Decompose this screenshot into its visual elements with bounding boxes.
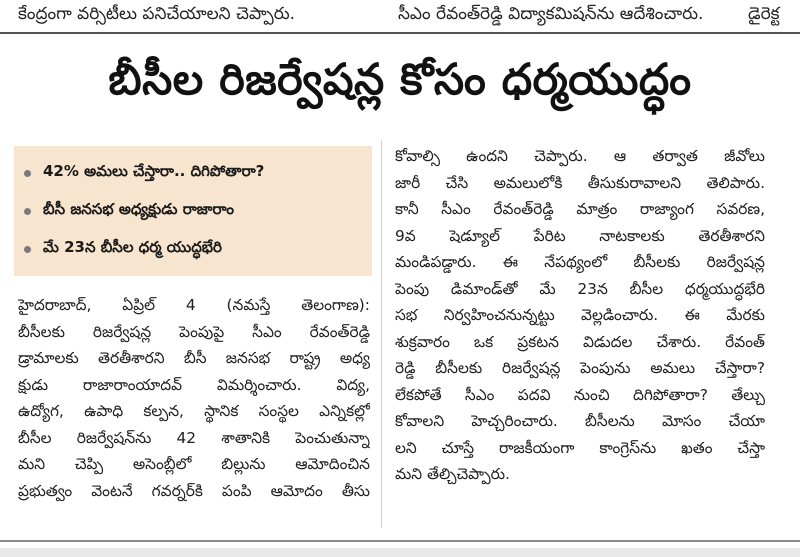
highlight-text: మే 23న బీసీల ధర్మ యుద్ధభేరి [43, 238, 222, 256]
body-line: బీసీల రిజర్వేషన్‌ను 42 శాతానికి పెంచుతున్నా [18, 428, 370, 447]
body-line: సభ నిర్వహించనున్నట్టు వెల్లడించారు. ఈ మేరకు [395, 306, 765, 324]
body-line: జారీ చేసి అమలులోకి తీసుకురావాలని తెలిపారు. [395, 173, 765, 192]
column-divider [381, 140, 382, 528]
body-line: క్షుడు రాజారాంయాదవ్ విమర్శించారు. విద్య, [18, 375, 370, 394]
strip-text-col3: డైరెక్ట [748, 4, 780, 24]
article-headline: బీసీల రిజర్వేషన్ల కోసం ధర్మయుద్ధం [108, 55, 692, 105]
article-body-right-column [395, 143, 765, 488]
body-line: మని చెప్పి అసెంబ్లీలో బిల్లును ఆమోదించిన [18, 455, 370, 473]
highlight-item [24, 230, 364, 268]
body-line: శుక్రవారం ఒక ప్రకటన విడుదల చేశారు. రేవంత్ [395, 332, 765, 351]
bullet-icon [24, 208, 31, 215]
body-line: మని తేల్చిచెప్పారు. [395, 465, 510, 483]
body-line: కోవాల్సి ఉందని చెప్పారు. ఆ తర్వాత జీవోలు [395, 147, 765, 165]
body-line: హైదరాబాద్, ఏప్రిల్ 4 (నమస్తే తెలంగాణ): [18, 296, 370, 314]
strip-text-col1: కేంద్రంగా వర్సిటీలు పనిచేయాలని చెప్పారు. [18, 4, 296, 24]
body-line: 9వ షెడ్యూల్ పేరిట నాటకాలకు తెరతీశారని [395, 226, 765, 245]
previous-article-strip [0, 0, 800, 34]
highlight-text: బీసీ జనసభ అధ్యక్షుడు రాజారాం [43, 200, 234, 218]
body-line: లేకపోతే సీఎం పదవి నుంచి దిగిపోతారా? తేల్చు [395, 385, 765, 404]
body-line: బీసీలకు రిజర్వేషన్ల పెంపుపై సీఎం రేవంత్‌రెడ్డి [18, 322, 370, 341]
body-line: కోవాలని హెచ్చరించారు. బీసీలను మోసం చేయా [395, 412, 765, 430]
bullet-icon [24, 246, 31, 253]
body-line: మండిపడ్డారు. ఈ నేపథ్యంలో బీసీలకు రిజర్వేషన్ల [395, 253, 765, 271]
body-line: ఉద్యోగ, ఉపాధి కల్పన, స్థానిక సంస్థల ఎన్నికల్లో [18, 402, 370, 420]
highlight-item [24, 154, 364, 192]
highlight-item [24, 192, 364, 230]
highlights-box [14, 146, 372, 276]
body-line: రెడ్డి బీసీలకు రిజర్వేషన్ల పెంపును అమలు చేస్తారా? [395, 359, 765, 377]
bullet-icon [24, 170, 31, 177]
body-line: డ్రామాలకు తెరతీశారని బీసీ జనసభ రాష్ట్ర అధ్య [18, 349, 370, 367]
body-line: పెంపు డిమాండ్‌తో మే 23న బీసీల ధర్మయుద్ధభేరి [395, 279, 765, 298]
strip-text-col2: సీఎం రేవంత్‌రెడ్డి విద్యాకమిషన్‌ను ఆదేశించారు. [398, 4, 704, 24]
bottom-divider [0, 540, 800, 542]
body-line: లని చూస్తే రాజకీయంగా కాంగ్రెస్‌ను ఖతం చేస్తా [395, 438, 765, 457]
bottom-band [0, 548, 800, 557]
highlight-text: 42% అమలు చేస్తారా.. దిగిపోతారా? [43, 162, 265, 180]
article-body-left-column [18, 292, 370, 504]
body-line: కానీ సీఎం రేవంత్‌రెడ్డి మాత్రం రాజ్యాంగ సవరణ, [395, 200, 765, 218]
body-line: ప్రభుత్వం వెంటనే గవర్నర్‌కి పంపి ఆమోదం తీసు [18, 481, 370, 500]
